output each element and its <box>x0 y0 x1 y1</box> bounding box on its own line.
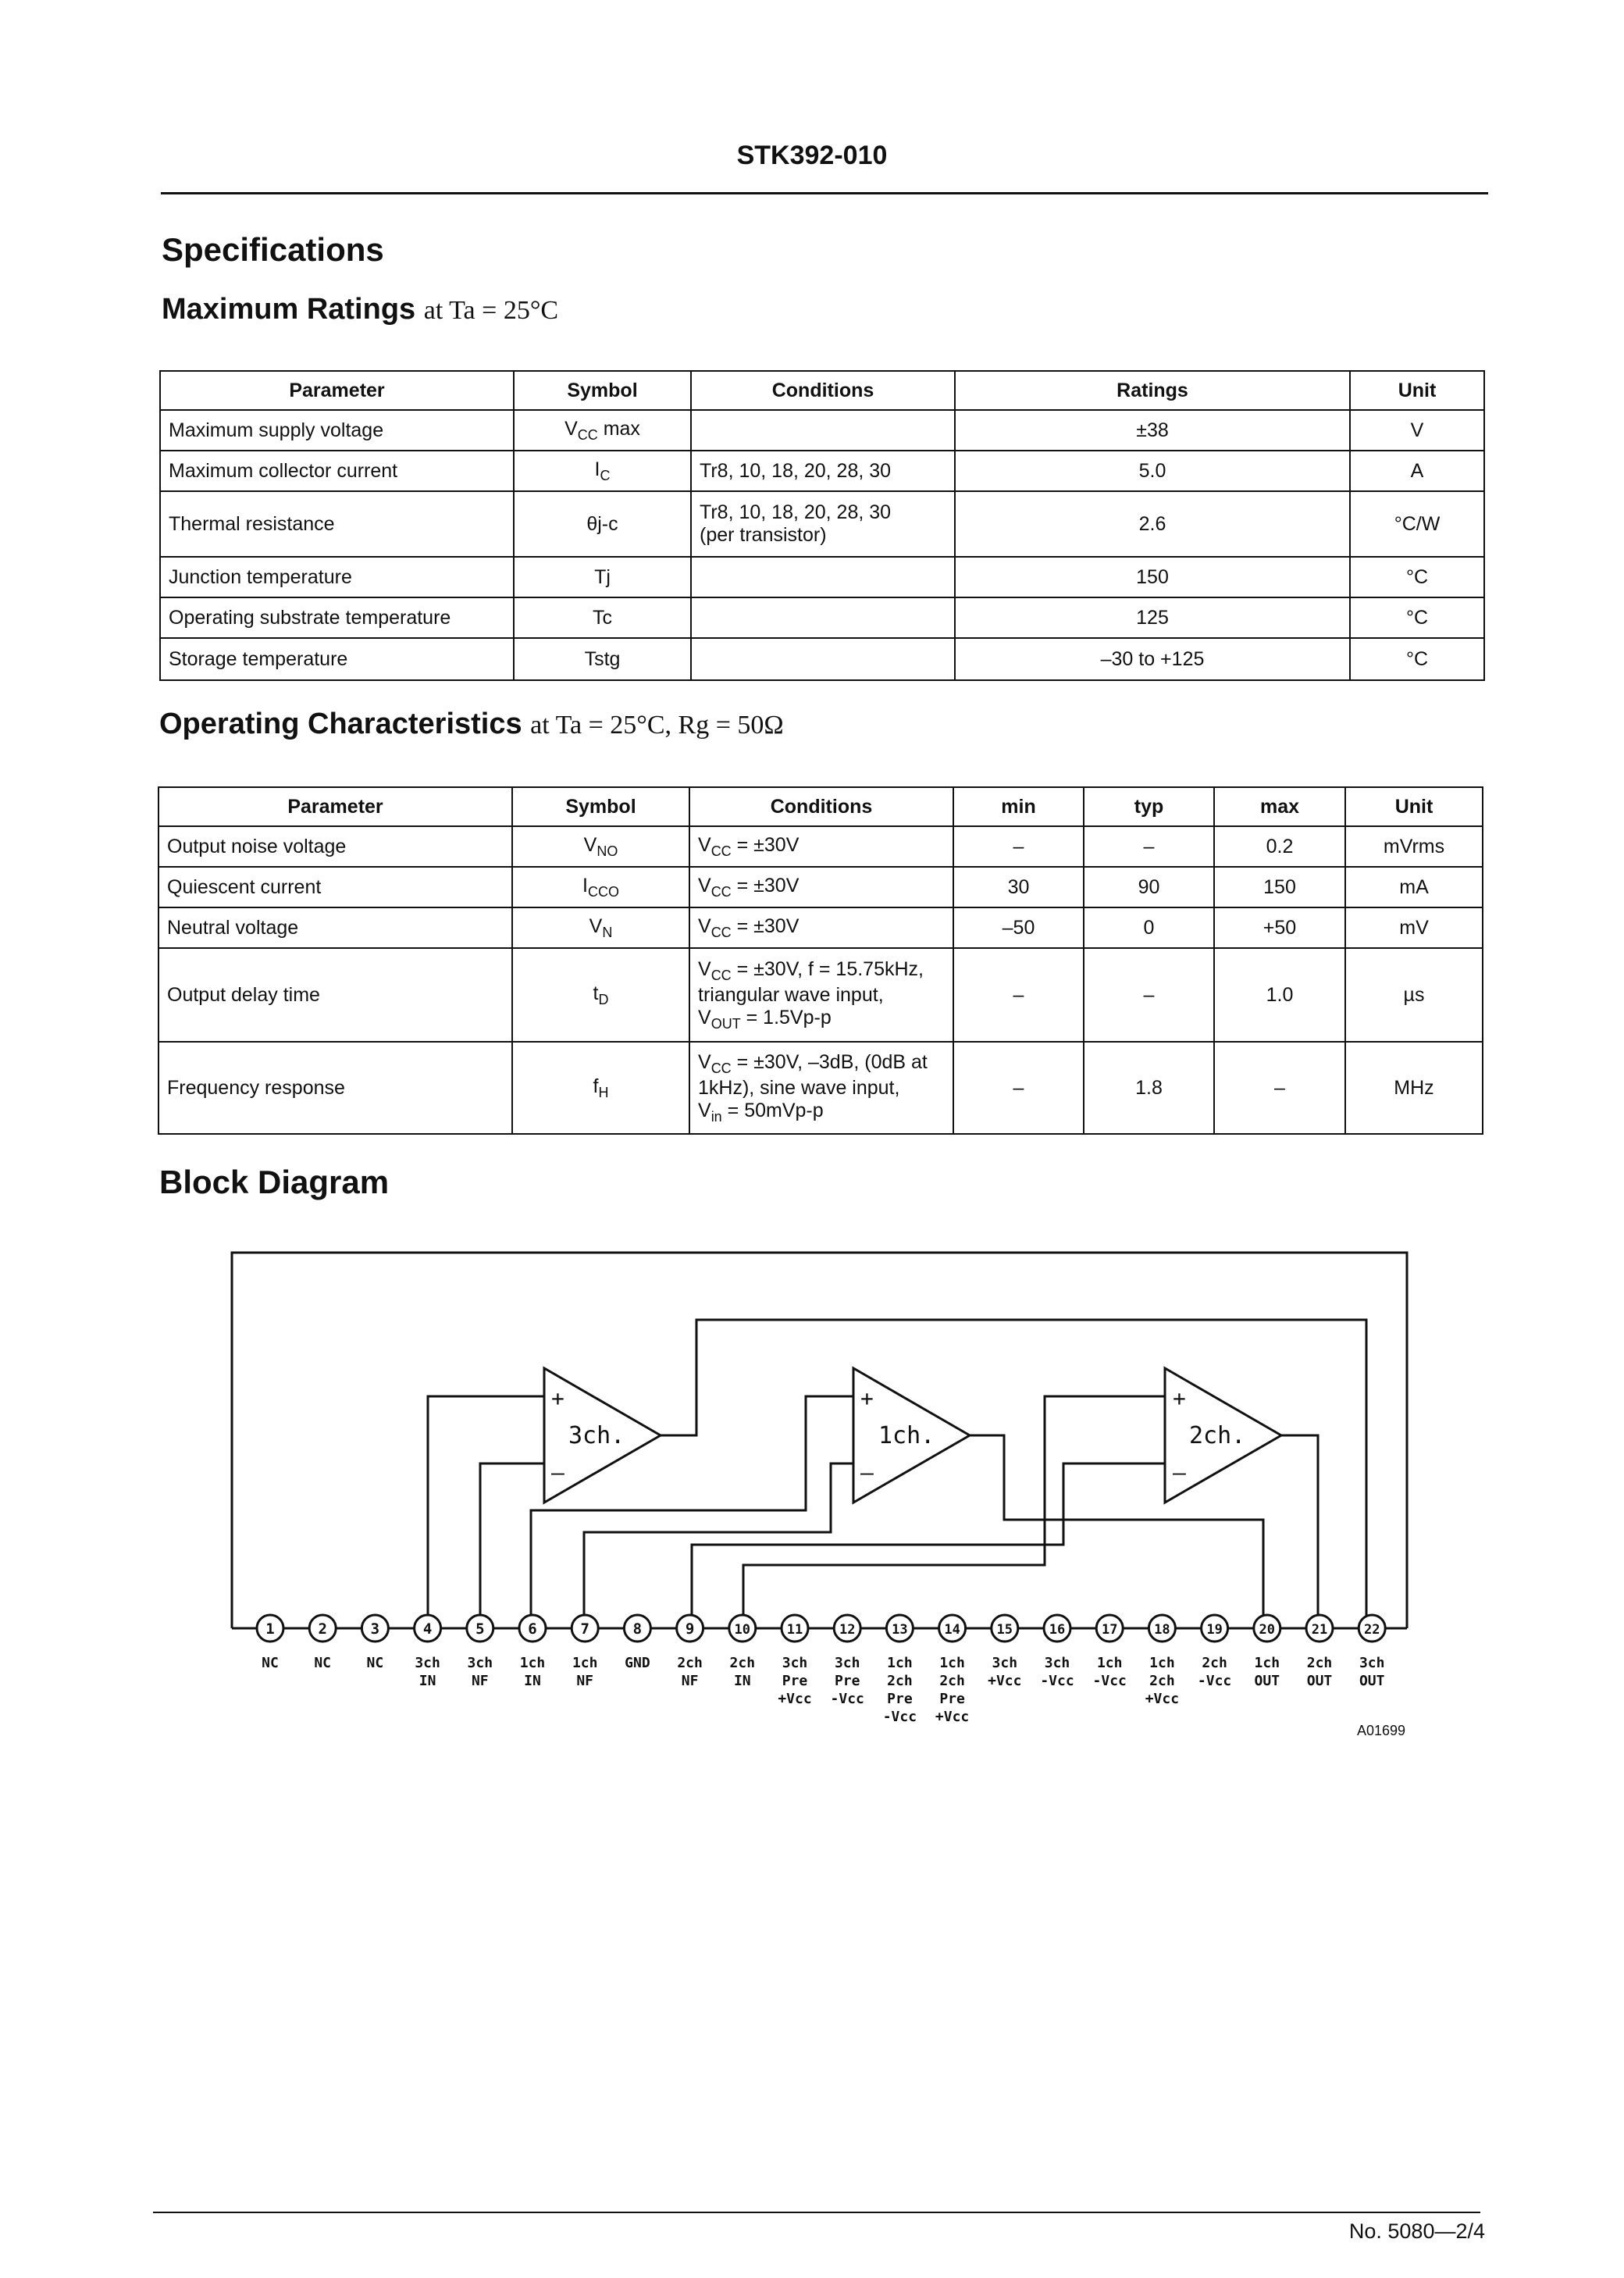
pin-20 <box>1254 1615 1280 1689</box>
pin-number: 3 <box>370 1620 380 1638</box>
parameter-cell: Output delay time <box>158 948 512 1042</box>
pin-label: -Vcc <box>1040 1673 1074 1689</box>
symbol-cell: Tc <box>514 597 691 638</box>
max-cell: 0.2 <box>1214 826 1345 867</box>
pin-label: 1ch <box>1149 1655 1175 1671</box>
pin-1 <box>257 1615 283 1671</box>
ratings-cell: 150 <box>955 557 1350 597</box>
ratings-cell: ±38 <box>955 410 1350 451</box>
pin-18 <box>1145 1615 1179 1707</box>
pin-22 <box>1359 1615 1385 1689</box>
col-unit: Unit <box>1345 787 1483 826</box>
pin-number: 12 <box>839 1622 856 1638</box>
symbol-cell: $t_D$ <box>512 948 689 1042</box>
pin-number: 17 <box>1101 1622 1118 1638</box>
pin-label: +Vcc <box>935 1709 970 1725</box>
pin-label: 3ch <box>782 1655 808 1671</box>
col-max: max <box>1214 787 1345 826</box>
max-cell: – <box>1214 1042 1345 1134</box>
unit-cell: °C <box>1350 557 1484 597</box>
max-ratings-condition: at Ta = 25°C <box>423 296 559 325</box>
pin-label: Pre <box>887 1691 913 1707</box>
pin-label: 2ch <box>677 1655 703 1671</box>
unit-cell: mV <box>1345 907 1483 948</box>
pin-number: 8 <box>632 1620 643 1638</box>
pin-label: NC <box>366 1655 384 1671</box>
pin-label: Pre <box>939 1691 965 1707</box>
pin-label: 2ch <box>939 1673 965 1689</box>
pin-16 <box>1040 1615 1074 1689</box>
pin-number: 10 <box>734 1622 751 1638</box>
amp-2ch-plus: + <box>1173 1385 1186 1411</box>
pin-label: Pre <box>782 1673 808 1689</box>
symbol-cell: $I_{CCO}$ <box>512 867 689 907</box>
pin-number: 4 <box>422 1620 433 1638</box>
ratings-cell: 125 <box>955 597 1350 638</box>
block-diagram-heading: Block Diagram <box>159 1164 390 1200</box>
typ-cell: 90 <box>1084 867 1214 907</box>
conditions-cell: $V_{CC} = \pm 30V$ <box>689 867 953 907</box>
amp-1ch-label: 1ch. <box>878 1422 935 1449</box>
conditions-cell: $V_{CC} = \pm 30V$ <box>689 907 953 948</box>
pin-label: 2ch <box>1202 1655 1227 1671</box>
min-cell: – <box>953 826 1084 867</box>
pin-label: +Vcc <box>988 1673 1022 1689</box>
col-ratings: Ratings <box>955 371 1350 410</box>
pin-label: 2ch <box>1149 1673 1175 1689</box>
pin-14 <box>935 1615 969 1725</box>
unit-cell: A <box>1350 451 1484 491</box>
pin-label: -Vcc <box>1197 1673 1232 1689</box>
pin-label: -Vcc <box>830 1691 864 1707</box>
pin-number: 1 <box>265 1620 275 1638</box>
symbol-cell: $V_N$ <box>512 907 689 948</box>
symbol-cell: $f_H$ <box>512 1042 689 1134</box>
pin-label: 1ch <box>939 1655 965 1671</box>
pin-5 <box>467 1615 493 1689</box>
pin-7 <box>572 1615 598 1689</box>
parameter-cell: Storage temperature <box>160 638 514 680</box>
pin-label: 3ch <box>834 1655 860 1671</box>
pin-10 <box>729 1615 756 1689</box>
parameter-cell: Junction temperature <box>160 557 514 597</box>
pin-number: 22 <box>1363 1622 1380 1638</box>
pin-8 <box>624 1615 650 1671</box>
typ-cell: – <box>1084 826 1214 867</box>
typ-cell: 0 <box>1084 907 1214 948</box>
col-typ: typ <box>1084 787 1214 826</box>
conditions-cell: Tr8, 10, 18, 20, 28, 30 <box>691 451 955 491</box>
pin-label: 1ch <box>1254 1655 1280 1671</box>
parameter-cell: Maximum collector current <box>160 451 514 491</box>
symbol-cell: θj-c <box>514 491 691 557</box>
specifications-heading: Specifications <box>162 231 384 268</box>
pin-number: 6 <box>528 1620 537 1638</box>
unit-cell: V <box>1350 410 1484 451</box>
pin-6 <box>519 1615 546 1689</box>
wire-2ch-out <box>1281 1435 1318 1628</box>
amp-3ch-plus: + <box>551 1385 564 1411</box>
diagram-code: A01699 <box>1356 1723 1405 1738</box>
ratings-cell: –30 to +125 <box>955 638 1350 680</box>
pin-row <box>257 1615 1385 1725</box>
parameter-cell: Maximum supply voltage <box>160 410 514 451</box>
unit-cell: °C/W <box>1350 491 1484 557</box>
unit-cell: °C <box>1350 638 1484 680</box>
conditions-cell: $V_{CC} = \pm 30V$, f = 15.75kHz, triangular wave input, $V_{OUT} = 1.5Vp-p$ <box>689 948 953 1042</box>
pin-9 <box>677 1615 703 1689</box>
amp-3ch-label: 3ch. <box>568 1422 625 1449</box>
pin-label: OUT <box>1306 1673 1333 1689</box>
col-parameter: Parameter <box>160 371 514 410</box>
pin-label: 2ch <box>729 1655 756 1671</box>
symbol-cell: Tstg <box>514 638 691 680</box>
pin-number: 19 <box>1206 1622 1223 1638</box>
pin-2 <box>309 1615 336 1671</box>
wire-3ch-in <box>428 1396 544 1628</box>
pin-label: 3ch <box>1359 1655 1385 1671</box>
pin-15 <box>988 1615 1021 1689</box>
ratings-cell: 5.0 <box>955 451 1350 491</box>
pin-label: -Vcc <box>882 1709 917 1725</box>
page-number: No. 5080—2/4 <box>1348 2219 1485 2243</box>
pin-label: 1ch <box>887 1655 913 1671</box>
amp-2ch-label: 2ch. <box>1189 1422 1246 1449</box>
pin-number: 20 <box>1259 1622 1276 1638</box>
pin-label: OUT <box>1359 1673 1385 1689</box>
pin-4 <box>415 1615 441 1689</box>
pin-label: 2ch <box>887 1673 913 1689</box>
pin-label: NF <box>681 1673 699 1689</box>
min-cell: – <box>953 948 1084 1042</box>
pin-label: -Vcc <box>1092 1673 1127 1689</box>
pin-label: NC <box>262 1655 279 1671</box>
conditions-cell: $V_{CC} = \pm 30V$ <box>689 826 953 867</box>
col-min: min <box>953 787 1084 826</box>
col-parameter: Parameter <box>158 787 512 826</box>
parameter-cell: Output noise voltage <box>158 826 512 867</box>
pin-label: 3ch <box>992 1655 1018 1671</box>
pin-number: 21 <box>1311 1622 1328 1638</box>
symbol-cell: $V_{CC}$ max <box>514 410 691 451</box>
pin-number: 2 <box>318 1620 327 1638</box>
pin-number: 9 <box>685 1620 695 1638</box>
pin-label: 3ch <box>415 1655 440 1671</box>
pin-3 <box>361 1615 388 1671</box>
pin-number: 18 <box>1154 1622 1170 1638</box>
pin-label: OUT <box>1254 1673 1280 1689</box>
pin-number: 15 <box>996 1622 1013 1638</box>
max-cell: +50 <box>1214 907 1345 948</box>
pin-12 <box>831 1615 864 1707</box>
col-symbol: Symbol <box>512 787 689 826</box>
pin-21 <box>1306 1615 1333 1689</box>
min-cell: 30 <box>953 867 1084 907</box>
col-unit: Unit <box>1350 371 1484 410</box>
pin-label: 1ch <box>572 1655 598 1671</box>
pin-label: +Vcc <box>778 1691 812 1707</box>
pin-label: NC <box>314 1655 332 1671</box>
parameter-cell: Quiescent current <box>158 867 512 907</box>
unit-cell: °C <box>1350 597 1484 638</box>
op-chars-condition: at Ta = 25°C, Rg = 50Ω <box>530 711 784 740</box>
min-cell: – <box>953 1042 1084 1134</box>
unit-cell: mVrms <box>1345 826 1483 867</box>
max-cell: 150 <box>1214 867 1345 907</box>
pin-label: IN <box>733 1673 751 1689</box>
pin-number: 13 <box>892 1622 908 1638</box>
max-cell: 1.0 <box>1214 948 1345 1042</box>
pin-number: 14 <box>944 1622 960 1638</box>
parameter-cell: Neutral voltage <box>158 907 512 948</box>
pin-11 <box>778 1615 811 1707</box>
unit-cell: µs <box>1345 948 1483 1042</box>
conditions-cell: Tr8, 10, 18, 20, 28, 30 (per transistor) <box>691 491 955 557</box>
amp-1ch-minus: – <box>860 1460 874 1485</box>
pin-label: 3ch <box>467 1655 493 1671</box>
op-chars-title: Operating Characteristics <box>159 708 522 740</box>
min-cell: –50 <box>953 907 1084 948</box>
pin-label: Pre <box>834 1673 860 1689</box>
wire-3ch-out <box>661 1320 1366 1628</box>
pin-label: GND <box>625 1655 650 1671</box>
pin-label: 1ch <box>519 1655 546 1671</box>
wire-3ch-nf <box>480 1463 544 1628</box>
amp-2ch-minus: – <box>1173 1460 1186 1485</box>
pin-label: NF <box>576 1673 594 1689</box>
pin-number: 7 <box>580 1620 589 1638</box>
symbol-cell: $V_{NO}$ <box>512 826 689 867</box>
pin-label: NF <box>471 1673 489 1689</box>
symbol-cell: $I_C$ <box>514 451 691 491</box>
parameter-cell: Operating substrate temperature <box>160 597 514 638</box>
pin-13 <box>883 1615 917 1725</box>
col-conditions: Conditions <box>691 371 955 410</box>
pin-label: 2ch <box>1306 1655 1333 1671</box>
pin-number: 5 <box>475 1620 485 1638</box>
unit-cell: mA <box>1345 867 1483 907</box>
pin-19 <box>1198 1615 1231 1689</box>
conditions-cell: $V_{CC} = \pm 30V$, –3dB, (0dB at 1kHz), sine wave input, $V_{in} = 50mVp-p$ <box>689 1042 953 1134</box>
pin-label: IN <box>524 1673 541 1689</box>
pin-label: +Vcc <box>1145 1691 1180 1707</box>
typ-cell: 1.8 <box>1084 1042 1214 1134</box>
parameter-cell: Frequency response <box>158 1042 512 1134</box>
footer-rule <box>153 2212 1480 2213</box>
document-title: STK392-010 <box>736 141 888 170</box>
pin-label: IN <box>418 1673 436 1689</box>
unit-cell: MHz <box>1345 1042 1483 1134</box>
pin-17 <box>1093 1615 1127 1689</box>
pin-number: 11 <box>786 1622 803 1638</box>
typ-cell: – <box>1084 948 1214 1042</box>
symbol-cell: Tj <box>514 557 691 597</box>
pin-number: 16 <box>1049 1622 1066 1638</box>
pin-label: 3ch <box>1044 1655 1070 1671</box>
parameter-cell: Thermal resistance <box>160 491 514 557</box>
max-ratings-title: Maximum Ratings <box>162 293 416 326</box>
col-symbol: Symbol <box>514 371 691 410</box>
col-conditions: Conditions <box>689 787 953 826</box>
amp-1ch-plus: + <box>860 1385 874 1411</box>
pin-label: 1ch <box>1096 1655 1123 1671</box>
ratings-cell: 2.6 <box>955 491 1350 557</box>
wire-2ch-nf <box>692 1463 1165 1628</box>
amp-3ch-minus: – <box>551 1460 564 1485</box>
